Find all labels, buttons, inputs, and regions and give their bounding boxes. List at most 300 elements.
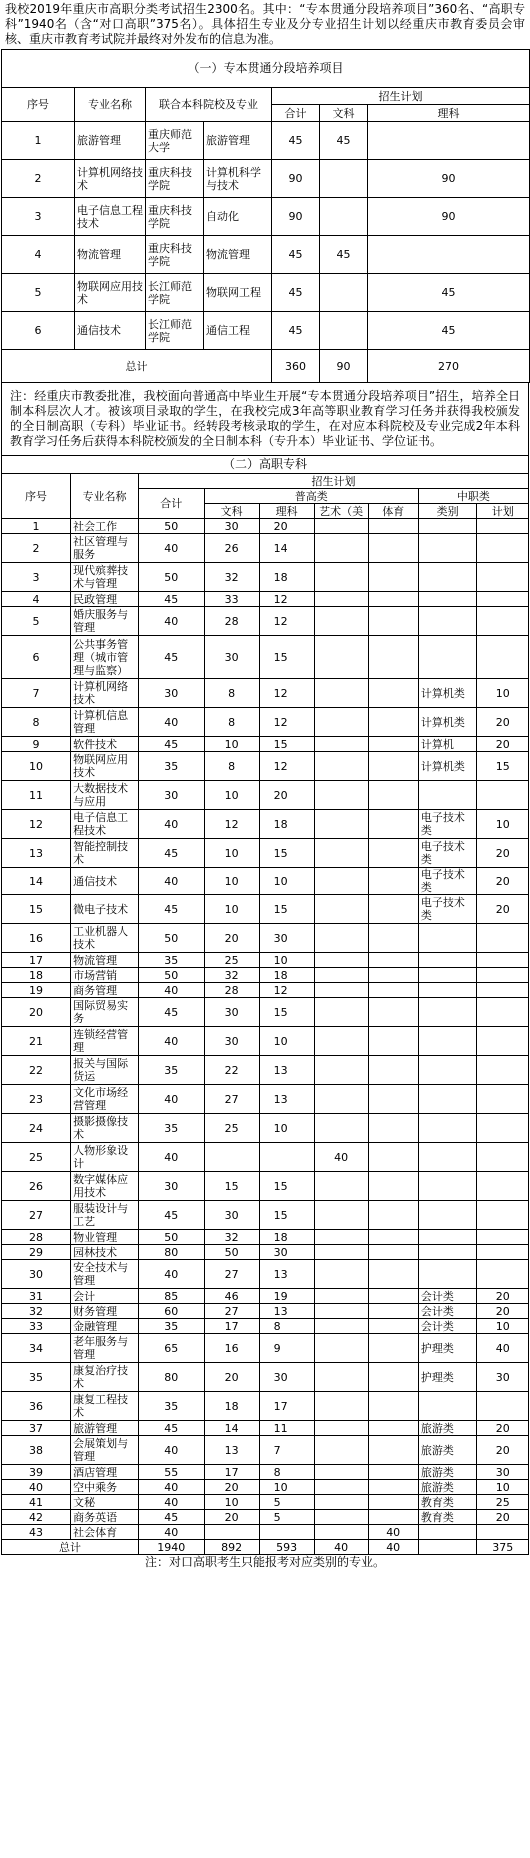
header2-pe: 体育	[368, 504, 418, 519]
total-cell: 45	[272, 236, 320, 274]
table-row	[2, 1056, 529, 1085]
major-cell: 空中乘务	[71, 1480, 139, 1495]
partner-major-cell: 计算机科学与技术	[204, 160, 272, 198]
plan-count-cell: 20	[477, 1436, 529, 1465]
seq-cell: 6	[2, 636, 71, 679]
table-row	[2, 1334, 529, 1363]
seq-cell: 2	[2, 160, 75, 198]
plan-count-cell	[477, 1056, 529, 1085]
category-cell	[418, 983, 477, 998]
arts-cell	[204, 1525, 259, 1540]
total-cell: 1940	[139, 1540, 205, 1555]
total-cell: 40	[139, 1525, 205, 1540]
total-cell: 35	[139, 1319, 205, 1334]
category-cell	[418, 1392, 477, 1421]
table-row	[2, 708, 529, 737]
table-row	[2, 1114, 529, 1143]
seq-cell: 21	[2, 1027, 71, 1056]
total-cell: 40	[139, 1027, 205, 1056]
category-cell	[418, 1085, 477, 1114]
category-cell	[418, 781, 477, 810]
arts-cell: 16	[204, 1334, 259, 1363]
art-cell	[314, 953, 368, 968]
total-row	[2, 350, 530, 383]
science-cell: 5	[259, 1495, 314, 1510]
total-cell: 40	[139, 1495, 205, 1510]
total-cell: 50	[139, 924, 205, 953]
science-cell: 13	[259, 1260, 314, 1289]
arts-cell: 25	[204, 953, 259, 968]
art-cell	[314, 636, 368, 679]
plan-count-cell: 20	[477, 1421, 529, 1436]
seq-cell: 6	[2, 312, 75, 350]
seq-cell: 14	[2, 868, 71, 895]
plan-count-cell: 20	[477, 839, 529, 868]
major-cell: 金融管理	[71, 1319, 139, 1334]
science-cell: 18	[259, 968, 314, 983]
seq-cell: 37	[2, 1421, 71, 1436]
art-cell	[314, 1480, 368, 1495]
pe-cell	[368, 1510, 418, 1525]
seq-cell: 36	[2, 1392, 71, 1421]
arts-cell: 20	[204, 1510, 259, 1525]
art-cell	[314, 839, 368, 868]
header2-total: 合计	[139, 489, 205, 519]
header2-art: 艺术（美	[314, 504, 368, 519]
table-row	[2, 983, 529, 998]
category-cell: 计算机	[418, 737, 477, 752]
pe-cell	[368, 1085, 418, 1114]
arts-cell: 50	[204, 1245, 259, 1260]
seq-cell: 1	[2, 519, 71, 534]
arts-cell	[320, 274, 368, 312]
plan-count-cell	[477, 592, 529, 607]
plan-count-cell	[477, 1114, 529, 1143]
total-cell: 30	[139, 1172, 205, 1201]
pe-cell	[368, 1245, 418, 1260]
table-row	[2, 810, 529, 839]
science-cell: 12	[259, 708, 314, 737]
category-cell: 旅游类	[418, 1480, 477, 1495]
pe-cell	[368, 737, 418, 752]
seq-cell: 43	[2, 1525, 71, 1540]
category-cell	[418, 998, 477, 1027]
plan-count-cell: 15	[477, 752, 529, 781]
art-cell	[314, 1363, 368, 1392]
pe-cell	[368, 1143, 418, 1172]
art-cell	[314, 1056, 368, 1085]
science-cell: 15	[259, 895, 314, 924]
science-cell: 8	[259, 1465, 314, 1480]
arts-cell: 30	[204, 519, 259, 534]
science-cell: 90	[368, 160, 530, 198]
arts-cell: 17	[204, 1465, 259, 1480]
category-cell	[418, 924, 477, 953]
science-cell: 593	[259, 1540, 314, 1555]
total-cell: 60	[139, 1304, 205, 1319]
pe-cell	[368, 1436, 418, 1465]
pe-cell	[368, 1363, 418, 1392]
pe-cell	[368, 1056, 418, 1085]
pe-cell	[368, 519, 418, 534]
pe-cell	[368, 679, 418, 708]
arts-cell: 28	[204, 607, 259, 636]
total-cell: 45	[272, 122, 320, 160]
seq-cell: 29	[2, 1245, 71, 1260]
total-cell: 40	[139, 708, 205, 737]
category-cell	[418, 1056, 477, 1085]
partner-school-cell: 重庆师范大学	[146, 122, 204, 160]
header2-science: 理科	[259, 504, 314, 519]
seq-cell: 9	[2, 737, 71, 752]
table-row	[2, 1421, 529, 1436]
major-cell: 物联网应用技术	[75, 274, 146, 312]
major-cell: 财务管理	[71, 1304, 139, 1319]
art-cell: 40	[314, 1143, 368, 1172]
seq-cell: 32	[2, 1304, 71, 1319]
art-cell	[314, 1260, 368, 1289]
major-cell: 计算机网络技术	[75, 160, 146, 198]
seq-cell: 33	[2, 1319, 71, 1334]
major-cell: 社会体育	[71, 1525, 139, 1540]
partner-major-cell: 物流管理	[204, 236, 272, 274]
science-cell	[259, 1525, 314, 1540]
header2-major: 专业名称	[71, 474, 139, 519]
science-cell	[259, 1143, 314, 1172]
science-cell: 17	[259, 1392, 314, 1421]
category-cell: 旅游类	[418, 1421, 477, 1436]
seq-cell: 8	[2, 708, 71, 737]
art-cell	[314, 1245, 368, 1260]
total-cell: 40	[139, 607, 205, 636]
plan-count-cell	[477, 1085, 529, 1114]
category-cell: 教育类	[418, 1510, 477, 1525]
table-row	[2, 519, 529, 534]
plan-count-cell: 20	[477, 708, 529, 737]
total-cell: 85	[139, 1289, 205, 1304]
seq-cell: 13	[2, 839, 71, 868]
header-partner: 联合本科院校及专业	[146, 88, 272, 122]
table-section-2	[1, 455, 529, 1555]
arts-cell: 33	[204, 592, 259, 607]
total-cell: 45	[139, 737, 205, 752]
arts-cell	[320, 198, 368, 236]
table-row	[2, 1495, 529, 1510]
pe-cell	[368, 839, 418, 868]
category-cell	[418, 1540, 477, 1555]
seq-cell: 3	[2, 563, 71, 592]
table-row	[2, 679, 529, 708]
pe-cell	[368, 810, 418, 839]
table-row	[2, 868, 529, 895]
category-cell: 护理类	[418, 1363, 477, 1392]
header-plan: 招生计划	[272, 88, 530, 105]
art-cell	[314, 1289, 368, 1304]
table-row	[2, 1436, 529, 1465]
arts-cell: 22	[204, 1056, 259, 1085]
major-cell: 大数据技术与应用	[71, 781, 139, 810]
major-cell: 现代殡葬技术与管理	[71, 563, 139, 592]
plan-count-cell	[477, 563, 529, 592]
arts-cell: 27	[204, 1304, 259, 1319]
table-row	[2, 968, 529, 983]
science-cell: 13	[259, 1056, 314, 1085]
header-total: 合计	[272, 105, 320, 122]
arts-cell: 17	[204, 1319, 259, 1334]
table-row	[2, 781, 529, 810]
category-cell	[418, 1172, 477, 1201]
major-cell: 康复工程技术	[71, 1392, 139, 1421]
table-row	[2, 1289, 529, 1304]
total-cell: 40	[139, 983, 205, 998]
header2-arts: 文科	[204, 504, 259, 519]
science-cell: 20	[259, 519, 314, 534]
total-cell: 40	[139, 534, 205, 563]
art-cell	[314, 534, 368, 563]
art-cell	[314, 563, 368, 592]
table-row	[2, 1363, 529, 1392]
seq-cell: 18	[2, 968, 71, 983]
table-row	[2, 1465, 529, 1480]
total-cell: 35	[139, 752, 205, 781]
seq-cell: 5	[2, 607, 71, 636]
table-row	[2, 122, 530, 160]
arts-cell: 8	[204, 679, 259, 708]
art-cell	[314, 1495, 368, 1510]
category-cell: 教育类	[418, 1495, 477, 1510]
total-cell: 45	[139, 998, 205, 1027]
art-cell	[314, 968, 368, 983]
table-row	[2, 737, 529, 752]
table-row	[2, 1230, 529, 1245]
science-cell: 12	[259, 592, 314, 607]
major-cell: 物联网应用技术	[71, 752, 139, 781]
major-cell: 文秘	[71, 1495, 139, 1510]
science-cell: 30	[259, 1245, 314, 1260]
major-cell: 会展策划与管理	[71, 1436, 139, 1465]
pe-cell	[368, 1421, 418, 1436]
plan-count-cell: 10	[477, 679, 529, 708]
major-cell: 软件技术	[71, 737, 139, 752]
total-cell: 65	[139, 1334, 205, 1363]
science-cell: 10	[259, 868, 314, 895]
arts-cell: 8	[204, 752, 259, 781]
partner-school-cell: 重庆科技学院	[146, 160, 204, 198]
major-cell: 民政管理	[71, 592, 139, 607]
science-cell: 15	[259, 737, 314, 752]
arts-cell: 30	[204, 1201, 259, 1230]
art-cell	[314, 895, 368, 924]
category-cell	[418, 1143, 477, 1172]
science-cell: 30	[259, 1363, 314, 1392]
table-row	[2, 924, 529, 953]
total-cell: 55	[139, 1465, 205, 1480]
major-cell: 会计	[71, 1289, 139, 1304]
major-cell: 酒店管理	[71, 1465, 139, 1480]
art-cell	[314, 781, 368, 810]
pe-cell	[368, 998, 418, 1027]
science-cell: 18	[259, 563, 314, 592]
table-row	[2, 274, 530, 312]
art-cell	[314, 924, 368, 953]
plan-count-cell: 20	[477, 895, 529, 924]
pe-cell	[368, 708, 418, 737]
plan-count-cell	[477, 1230, 529, 1245]
category-cell: 会计类	[418, 1319, 477, 1334]
header-science: 理科	[368, 105, 530, 122]
arts-cell: 20	[204, 924, 259, 953]
arts-cell: 30	[204, 636, 259, 679]
plan-count-cell	[477, 998, 529, 1027]
total-cell: 50	[139, 519, 205, 534]
plan-count-cell: 10	[477, 1480, 529, 1495]
major-cell: 电子信息工程技术	[71, 810, 139, 839]
total-cell: 45	[139, 895, 205, 924]
total-cell: 45	[139, 1421, 205, 1436]
category-cell	[418, 1230, 477, 1245]
art-cell	[314, 1085, 368, 1114]
total-cell: 50	[139, 563, 205, 592]
total-cell: 40	[139, 1085, 205, 1114]
header2-seq: 序号	[2, 474, 71, 519]
major-cell: 老年服务与管理	[71, 1334, 139, 1363]
table-row	[2, 1304, 529, 1319]
science-cell: 30	[259, 924, 314, 953]
total-cell: 40	[139, 810, 205, 839]
table-row	[2, 1245, 529, 1260]
pe-cell	[368, 983, 418, 998]
total-cell: 45	[139, 592, 205, 607]
pe-cell	[368, 1027, 418, 1056]
pe-cell	[368, 592, 418, 607]
science-cell: 12	[259, 752, 314, 781]
seq-cell: 4	[2, 236, 75, 274]
arts-cell	[204, 1143, 259, 1172]
seq-cell: 17	[2, 953, 71, 968]
category-cell	[418, 1114, 477, 1143]
total-cell: 90	[272, 198, 320, 236]
section-2-title: （二）高职专科	[2, 456, 529, 474]
plan-count-cell: 20	[477, 737, 529, 752]
major-cell: 商务英语	[71, 1510, 139, 1525]
major-cell: 社会工作	[71, 519, 139, 534]
category-cell: 电子技术类	[418, 868, 477, 895]
total-cell: 80	[139, 1363, 205, 1392]
major-cell: 园林技术	[71, 1245, 139, 1260]
category-cell	[418, 1245, 477, 1260]
plan-count-cell	[477, 1143, 529, 1172]
arts-cell: 25	[204, 1114, 259, 1143]
science-cell: 7	[259, 1436, 314, 1465]
pe-cell	[368, 752, 418, 781]
header-seq: 序号	[2, 88, 75, 122]
science-cell	[368, 236, 530, 274]
art-cell	[314, 1510, 368, 1525]
arts-cell: 30	[204, 1027, 259, 1056]
plan-count-cell: 30	[477, 1363, 529, 1392]
arts-cell: 28	[204, 983, 259, 998]
seq-cell: 11	[2, 781, 71, 810]
total-cell: 45	[139, 636, 205, 679]
art-cell	[314, 983, 368, 998]
pe-cell	[368, 1304, 418, 1319]
category-cell	[418, 563, 477, 592]
header-arts: 文科	[320, 105, 368, 122]
seq-cell: 41	[2, 1495, 71, 1510]
total-cell: 40	[139, 868, 205, 895]
major-cell: 旅游管理	[71, 1421, 139, 1436]
seq-cell: 28	[2, 1230, 71, 1245]
art-cell	[314, 1172, 368, 1201]
arts-cell: 27	[204, 1260, 259, 1289]
table-row	[2, 1201, 529, 1230]
art-cell	[314, 752, 368, 781]
arts-cell: 20	[204, 1363, 259, 1392]
header2-plan-count: 计划	[477, 504, 529, 519]
science-cell: 18	[259, 1230, 314, 1245]
seq-cell: 4	[2, 592, 71, 607]
total-cell: 35	[139, 1392, 205, 1421]
category-cell	[418, 1201, 477, 1230]
seq-cell: 30	[2, 1260, 71, 1289]
table-row	[2, 1392, 529, 1421]
arts-cell: 10	[204, 895, 259, 924]
plan-count-cell	[477, 781, 529, 810]
arts-cell	[320, 160, 368, 198]
major-cell: 国际贸易实务	[71, 998, 139, 1027]
major-cell: 连锁经营管理	[71, 1027, 139, 1056]
header2-general: 普高类	[204, 489, 418, 504]
major-cell: 婚庆服务与管理	[71, 607, 139, 636]
total-cell: 40	[139, 1143, 205, 1172]
art-cell	[314, 1319, 368, 1334]
major-cell: 工业机器人技术	[71, 924, 139, 953]
table-row	[2, 953, 529, 968]
category-cell: 会计类	[418, 1304, 477, 1319]
major-cell: 康复治疗技术	[71, 1363, 139, 1392]
category-cell	[418, 592, 477, 607]
plan-count-cell	[477, 1260, 529, 1289]
art-cell	[314, 998, 368, 1027]
plan-count-cell: 30	[477, 1465, 529, 1480]
total-cell: 30	[139, 781, 205, 810]
major-cell: 通信技术	[75, 312, 146, 350]
major-cell: 计算机信息管理	[71, 708, 139, 737]
category-cell	[418, 1027, 477, 1056]
partner-school-cell: 长江师范学院	[146, 274, 204, 312]
plan-count-cell: 375	[477, 1540, 529, 1555]
category-cell: 会计类	[418, 1289, 477, 1304]
table-row	[2, 839, 529, 868]
science-cell: 10	[259, 1027, 314, 1056]
plan-count-cell	[477, 607, 529, 636]
arts-cell: 892	[204, 1540, 259, 1555]
category-cell: 计算机类	[418, 679, 477, 708]
plan-count-cell: 10	[477, 810, 529, 839]
science-cell: 15	[259, 839, 314, 868]
partner-major-cell: 自动化	[204, 198, 272, 236]
table-row	[2, 1510, 529, 1525]
arts-cell	[320, 312, 368, 350]
major-cell: 物流管理	[71, 953, 139, 968]
total-cell: 360	[272, 350, 320, 383]
category-cell: 电子技术类	[418, 810, 477, 839]
plan-count-cell	[477, 1172, 529, 1201]
seq-cell: 20	[2, 998, 71, 1027]
table-row	[2, 1143, 529, 1172]
category-cell	[418, 953, 477, 968]
major-cell: 数字媒体应用技术	[71, 1172, 139, 1201]
